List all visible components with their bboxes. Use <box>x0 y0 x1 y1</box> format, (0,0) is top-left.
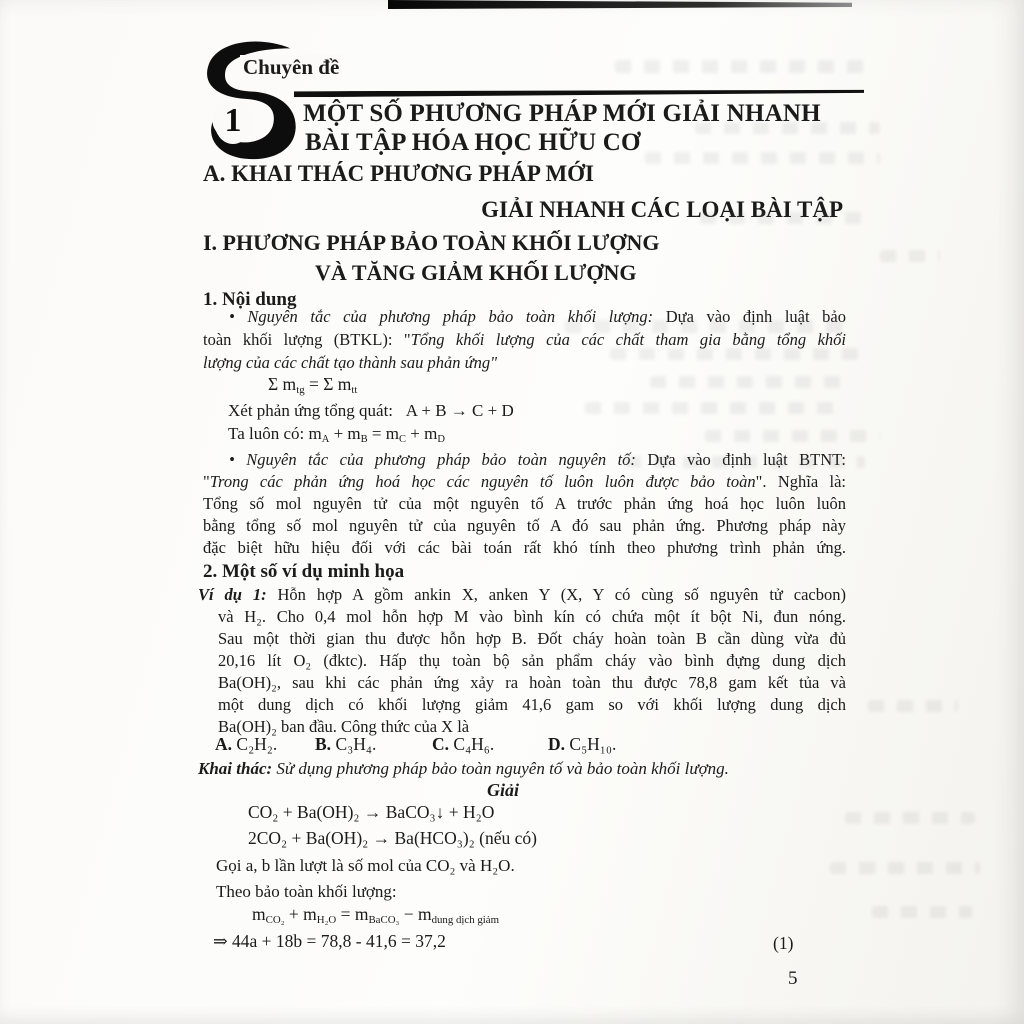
answer-label: A. <box>215 734 233 754</box>
paragraph-principle-mass <box>203 305 846 374</box>
section-a-heading-line2: GIẢI NHANH CÁC LOẠI BÀI TẬP <box>481 197 843 222</box>
showthrough-artifact <box>705 430 880 442</box>
subscript: CO₂ <box>265 914 285 927</box>
line-khaithac <box>198 757 729 780</box>
text-segment: Dựa vào định luật bảo <box>665 307 846 326</box>
answer-label: B. <box>315 734 332 754</box>
text-segment: Hỗn hợp A gồm ankin X, anken Y (X, Y có cùng số nguyên tử cacbon) <box>277 585 846 604</box>
paragraph-line: một dung dịch có khối lượng giảm 41,6 gam so với khối lượng dung dịch <box>218 695 846 714</box>
subscript: A <box>321 433 330 445</box>
paragraph-line: bằng tổng số mol nguyên tử của nguyên tố A đó sau phản ứng. Phương pháp này <box>203 516 846 535</box>
equation-final: ⇒ 44a + 18b = 78,8 - 41,6 = 37,2 <box>213 931 446 951</box>
text-segment: = Σ m <box>304 374 352 394</box>
paragraph-line <box>229 305 846 328</box>
showthrough-artifact <box>585 402 845 414</box>
showthrough-artifact <box>880 250 940 262</box>
equation-reference: (1) <box>773 933 794 953</box>
equation-baco3: CO₂ + Ba(OH)₂ → BaCO₃↓ + H₂O <box>248 802 495 822</box>
chapter-badge-label: Chuyên đề <box>240 55 342 80</box>
paragraph-line: và H₂. Cho 0,4 mol hỗn hợp M vào bình kín có chứa một ít bột Ni, đun nóng. <box>218 607 846 626</box>
subscript: B <box>360 433 368 445</box>
text-segment: • Nguyên tắc của phương pháp bảo toàn nguyên tố: <box>229 450 648 469</box>
answer-label: C. <box>432 734 450 754</box>
paragraph-line: Tổng số mol nguyên tử của một nguyên tố A trước phản ứng hoá học luôn luôn <box>203 494 846 513</box>
text-segment: Σ m <box>268 374 297 394</box>
subscript: H₂O <box>316 914 337 927</box>
paragraph-line <box>203 328 846 351</box>
showthrough-artifact <box>615 60 870 73</box>
showthrough-artifact <box>645 152 880 164</box>
page-title-line2: BÀI TẬP HÓA HỌC HỮU CƠ <box>305 129 641 156</box>
text-segment: Sử dụng phương pháp bảo toàn nguyên tố và bảo toàn khối lượng. <box>276 759 729 778</box>
answer-option-c <box>432 734 494 755</box>
showthrough-artifact <box>845 812 975 824</box>
text-segment: Trong các phản ứng hoá học các nguyên tố luôn luôn được bảo toàn <box>209 472 756 491</box>
text-segment: = <box>336 904 355 924</box>
paragraph-line: 20,16 lít O₂ (đktc). Hấp thụ toàn bộ sản phẩm cháy vào bình đựng dung dịch <box>218 651 846 670</box>
line-theo: Theo bảo toàn khối lượng: <box>216 882 397 901</box>
text-segment: toàn khối lượng (BTKL): " <box>203 330 411 349</box>
khaithac-label: Khai thác: <box>198 759 277 778</box>
showthrough-artifact <box>650 376 850 388</box>
subscript: BaCO₃ <box>368 914 400 927</box>
heading-examples: 2. Một số ví dụ minh họa <box>203 561 405 582</box>
showthrough-artifact <box>868 700 958 712</box>
section-i-heading-line2: VÀ TĂNG GIẢM KHỐI LƯỢNG <box>315 260 637 285</box>
paragraph-line: đặc biệt hữu hiệu đối với các bài toán rất khó tính theo phương trình phản ứng. <box>203 538 846 557</box>
text-segment: " <box>203 472 210 491</box>
text-segment: Dựa vào định luật BTNT: <box>647 450 846 469</box>
header-rule <box>294 89 864 97</box>
subscript: tt <box>351 384 358 397</box>
paragraph-line <box>198 584 846 606</box>
text-segment: − <box>399 904 418 924</box>
section-i-heading-line1: I. PHƯƠNG PHÁP BẢO TOÀN KHỐI LƯỢNG <box>203 230 660 255</box>
page-number: 5 <box>788 968 798 989</box>
showthrough-artifact <box>872 906 972 918</box>
answer-option-a <box>215 734 277 755</box>
answer-option-b <box>315 734 376 755</box>
paragraph-line <box>203 351 846 374</box>
equation-sigma-mass <box>268 374 357 395</box>
text-segment: m <box>417 904 432 924</box>
text-segment: ". Nghĩa là: <box>755 472 846 491</box>
line-general-reaction: Xét phản ứng tổng quát: A + B → C + D <box>228 401 514 420</box>
section-a-heading-line1: A. KHAI THÁC PHƯƠNG PHÁP MỚI <box>203 161 594 186</box>
answer-label: D. <box>548 734 566 754</box>
text-segment: + m <box>406 424 438 443</box>
subscript: tg <box>296 384 305 397</box>
paragraph-principle-element <box>203 449 846 559</box>
answer-formula: C₅H₁₀. <box>565 734 617 754</box>
answer-formula: C₄H₆. <box>449 734 495 754</box>
showthrough-artifact <box>830 862 980 874</box>
text-segment: Tổng khối lượng của các chất tham gia bằng tổng khối <box>410 330 846 349</box>
text-segment: m <box>354 904 369 924</box>
chapter-number: 1 <box>214 98 252 144</box>
text-segment: = m <box>367 424 399 443</box>
scan-edge-bar <box>388 0 852 9</box>
subscript: C <box>398 433 407 445</box>
line-goi: Gọi a, b lần lượt là số mol của CO₂ và H₂O. <box>216 856 515 875</box>
paragraph-line: Sau một thời gian thu được hỗn hợp B. Đốt cháy hoàn toàn B cần dùng vừa đủ <box>218 629 846 648</box>
answer-formula: C₂H₂. <box>232 734 278 754</box>
equation-mass-sum <box>228 424 445 444</box>
text-segment: • Nguyên tắc của phương pháp bảo toàn khối lượng: <box>229 307 666 326</box>
answer-option-d <box>548 734 616 755</box>
heading-giai: Giải <box>486 780 519 800</box>
paragraph-line <box>229 449 846 471</box>
text-segment: Ta luôn có: m <box>228 424 322 443</box>
paragraph-line <box>203 471 846 493</box>
example-label: Ví dụ 1: <box>198 585 278 604</box>
page-title-line1: MỘT SỐ PHƯƠNG PHÁP MỚI GIẢI NHANH <box>303 100 821 127</box>
equation-mass-balance <box>252 904 499 925</box>
answer-formula: C₃H₄. <box>331 734 377 754</box>
subscript: D <box>437 433 445 445</box>
equation-bahco3: 2CO₂ + Ba(OH)₂ → Ba(HCO₃)₂ (nếu có) <box>248 828 537 848</box>
text-segment: + <box>284 904 304 924</box>
text-segment: m <box>252 904 266 924</box>
paragraph-line: Ba(OH)₂, sau khi các phản ứng xảy ra hoàn toàn thu được 78,8 gam kết tủa và <box>218 673 846 692</box>
text-segment: lượng của các chất tạo thành sau phản ứng" <box>203 353 498 372</box>
paragraph-example-1 <box>198 584 846 738</box>
text-segment: + m <box>329 424 361 443</box>
heading-noidung: 1. Nội dung <box>203 289 297 310</box>
subscript: dung dịch giảm <box>431 914 500 927</box>
paragraph-line: Ba(OH)₂ ban đầu. Công thức của X là <box>218 717 470 736</box>
answer-choices-row <box>203 734 846 758</box>
text-segment: m <box>303 904 317 924</box>
